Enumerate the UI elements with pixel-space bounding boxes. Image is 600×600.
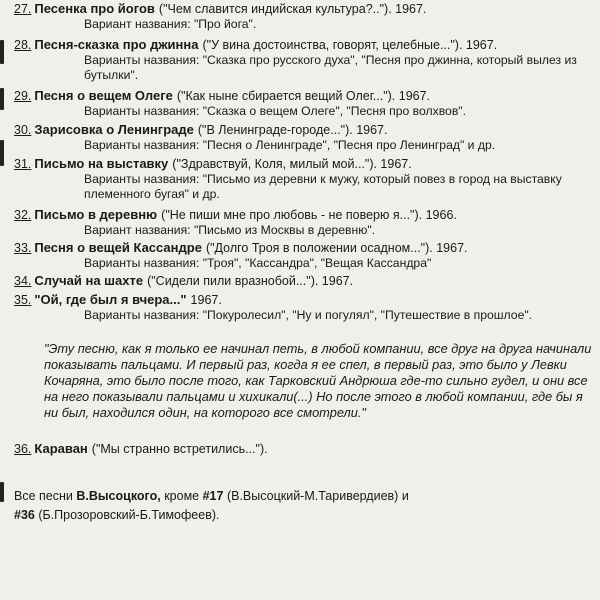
song-variants: Варианты названия: "Песня о Ленинграде", "Песня про Ленинград" и др. <box>84 138 496 152</box>
song-details: ("Здравствуй, Коля, милый мой..."). 1967. <box>172 157 412 171</box>
song-variants: Варианты названия: "Покуролесил", "Ну и погулял", "Путешествие в прошлое". <box>84 308 533 322</box>
song-entry <box>14 37 592 53</box>
credits-text: Все песни <box>14 489 73 503</box>
song-variants: Варианты названия: "Троя", "Кассандра", "Вещая Кассандра" <box>84 256 432 270</box>
song-details: ("Долго Троя в положении осадном..."). 1967. <box>205 241 468 255</box>
song-title: Песня о вещей Кассандре <box>34 240 202 255</box>
song-variants: Варианты названия: "Сказка о вещем Олеге", "Песня про волхвов". <box>84 104 467 118</box>
binding-mark <box>0 88 4 110</box>
song-title: Песня-сказка про джинна <box>34 37 199 52</box>
binding-mark <box>0 482 4 502</box>
song-variants: Вариант названия: "Письмо из Москвы в деревню". <box>84 223 376 237</box>
credits-text: (В.Высоцкий-М.Таривердиев) и <box>226 489 409 503</box>
song-title: Песенка про йогов <box>34 1 155 16</box>
binding-mark <box>0 140 4 166</box>
song-entry <box>14 441 592 457</box>
song-number: 28. <box>14 38 32 52</box>
song-details: ("Сидели пили вразнобой..."). 1967. <box>147 274 354 288</box>
song-variants: Варианты названия: "Письмо из деревни к мужу, который повез в город на выставку племенного бугая" и др. <box>84 172 562 201</box>
song-title: Караван <box>34 441 88 456</box>
song-entry <box>14 122 592 138</box>
credits-song-number: #36 <box>14 508 35 522</box>
song-details: ("Не пиши мне про любовь - не поверю я..."). 1966. <box>161 208 457 222</box>
song-entry <box>14 88 592 104</box>
song-variants: Варианты названия: "Сказка про русского духа", "Песня про джинна, который вылез из бутылки". <box>84 53 577 82</box>
song-entry <box>14 207 592 223</box>
song-title: Случай на шахте <box>34 273 144 288</box>
song-number: 35. <box>14 293 32 307</box>
song-entry <box>14 156 592 172</box>
credits-text: кроме <box>164 489 200 503</box>
song-entry <box>14 1 592 17</box>
song-title: Песня о вещем Олеге <box>34 88 173 103</box>
song-number: 29. <box>14 89 32 103</box>
quote-text: "Эту песню, как я только ее начинал петь, в любой компании, все друг на друга начинали показывать пальцами. И первый раз, когда я ее спел, в первый раз, это было у Левки Кочаряна, это было после того, как Тарковский Андрюша где-то сильно гудел, и они все на него показывали пальцами и хихикали(...) Но после этого в любой компании, где бы я ни был, находился один, на которого все смотрели." <box>44 341 592 420</box>
song-variants: Вариант названия: "Про йога". <box>84 17 257 31</box>
song-number: 31. <box>14 157 32 171</box>
binding-mark <box>0 40 4 64</box>
song-details: ("Чем славится индийская культура?.."). 1967. <box>158 2 427 16</box>
song-entry <box>14 240 592 256</box>
credits-author: В.Высоцкого, <box>76 489 161 503</box>
song-title: Письмо в деревню <box>34 207 158 222</box>
song-title: "Ой, где был я вчера..." <box>34 292 187 307</box>
song-number: 30. <box>14 123 32 137</box>
song-title: Зарисовка о Ленинграде <box>34 122 194 137</box>
song-number: 36. <box>14 442 32 456</box>
song-details: ("Мы странно встретились..."). <box>91 442 268 456</box>
song-number: 27. <box>14 2 32 16</box>
credits-text: (Б.Прозоровский-Б.Тимофеев). <box>38 508 220 522</box>
song-entry <box>14 292 592 308</box>
credits-song-number: #17 <box>202 489 224 503</box>
credits-note <box>14 487 590 525</box>
song-details: ("Как ныне сбирается вещий Олег..."). 1967. <box>176 89 431 103</box>
song-number: 32. <box>14 208 32 222</box>
song-details: 1967. <box>190 293 222 307</box>
song-number: 34. <box>14 274 32 288</box>
song-entry <box>14 273 592 289</box>
song-details: ("В Ленинграде-городе..."). 1967. <box>197 123 388 137</box>
song-details: ("У вина достоинства, говорят, целебные..."). 1967. <box>202 38 498 52</box>
song-number: 33. <box>14 241 32 255</box>
song-title: Письмо на выставку <box>34 156 169 171</box>
